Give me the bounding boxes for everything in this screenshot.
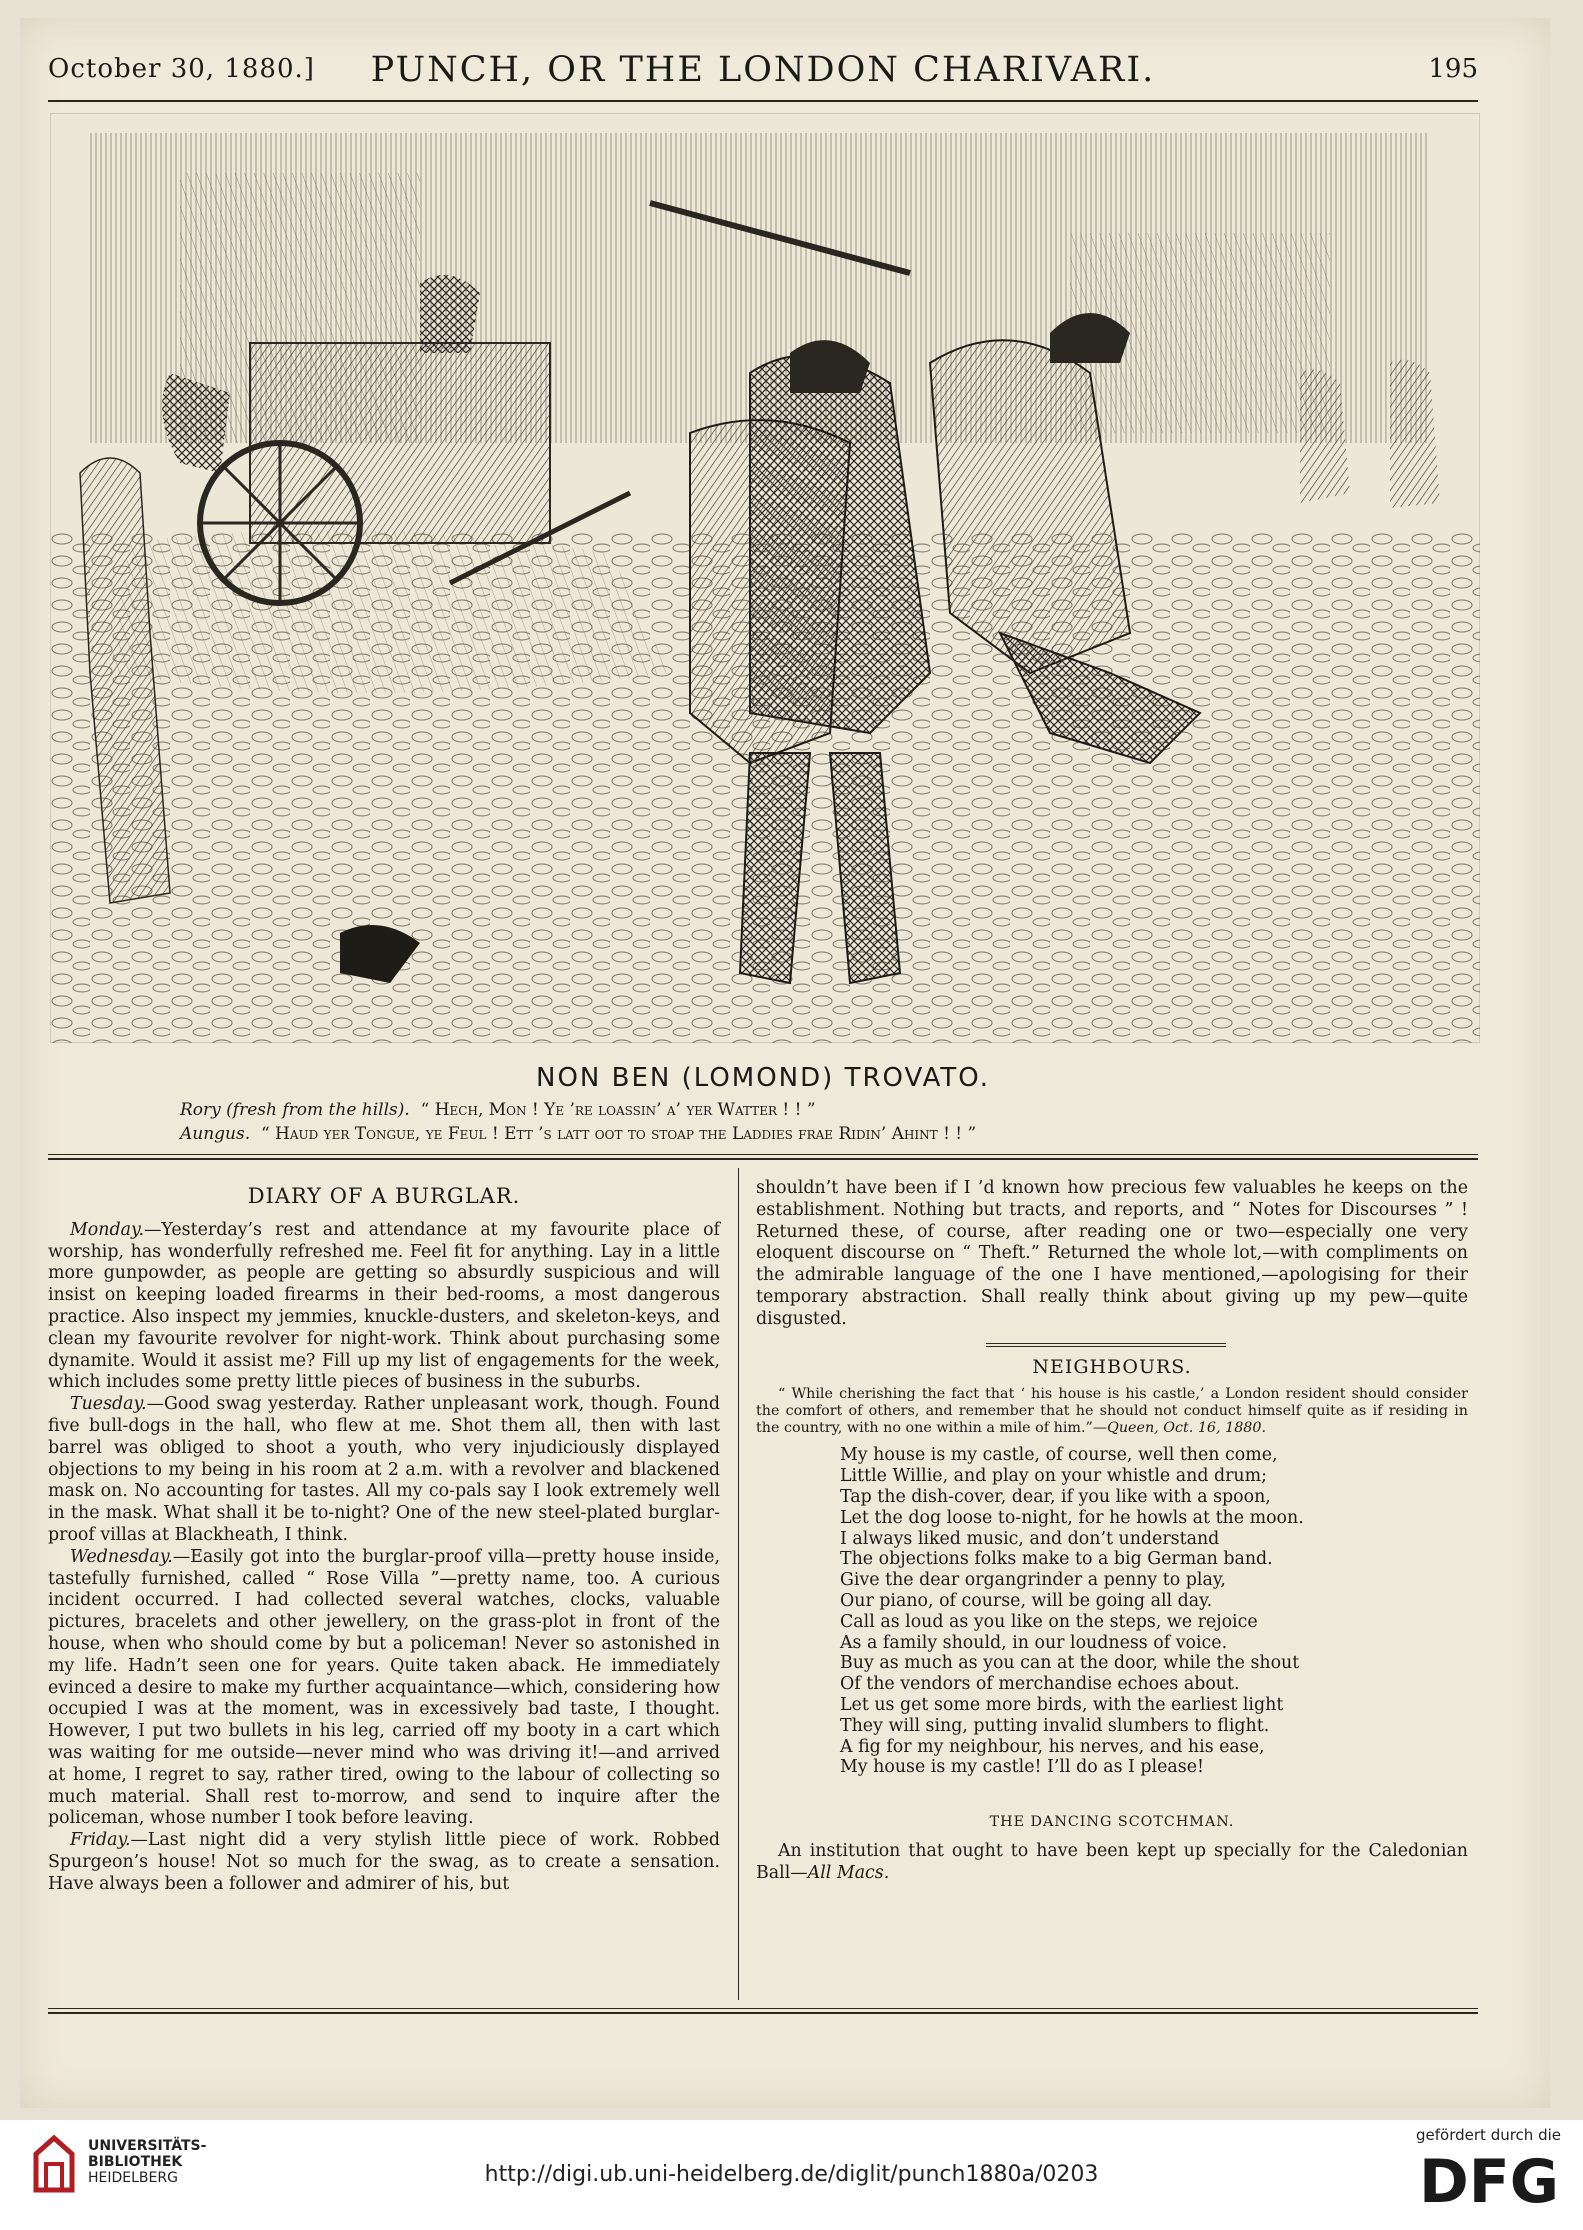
- magazine-title: PUNCH, OR THE LONDON CHARIVARI.: [370, 50, 1156, 90]
- poem-line: Buy as much as you can at the door, while the shout: [840, 1653, 1300, 1674]
- caption-line-1: [180, 1100, 1380, 1120]
- page-number: 195: [1428, 54, 1478, 84]
- epigraph-source: —Queen, Oct. 16, 1880.: [1092, 1420, 1267, 1437]
- poem-line: The objections folks make to a big German band.: [840, 1549, 1273, 1570]
- dancing-body: An institution that ought to have been kept up specially for the Caledonian Ball—: [756, 1841, 1468, 1883]
- column-divider: [738, 1168, 739, 2000]
- diary-title: DIARY OF A BURGLAR.: [247, 1184, 521, 1208]
- poem-line: A fig for my neighbour, his nerves, and his ease,: [840, 1736, 1265, 1757]
- caption-rule-top: [48, 1154, 1478, 1155]
- speaker-aungus: Aungus.: [180, 1124, 251, 1144]
- funding-note: gefördert durch die: [1416, 2126, 1561, 2144]
- highlander-rory: [690, 420, 850, 763]
- speaker-rory: Rory (fresh from the hills).: [180, 1100, 410, 1120]
- day-label: Tuesday.: [70, 1394, 147, 1415]
- right-column: [756, 1178, 1468, 1885]
- page-header: [48, 46, 1478, 98]
- poem-line: Let us get some more birds, with the earliest light: [840, 1694, 1284, 1715]
- header-rule: [48, 100, 1478, 102]
- bottom-rule: [48, 2008, 1478, 2009]
- neighbours-poem: [840, 1445, 1468, 1778]
- day-label: Monday.: [70, 1219, 145, 1240]
- entry-text: —Last night did a very stylish little piece of work. Robbed Spurgeon’s house! Not so much for the swag, as to create a sensation. Have always been a follower and admirer of his, but: [48, 1830, 720, 1894]
- section-rule: [986, 1343, 1226, 1344]
- section-rule: [986, 1346, 1226, 1347]
- aungus-quote: “ Haud yer Tongue, ye Feul ! Ett ’s latt oot to stoap the Laddies frae Ridin’ Ahint ! ! ”: [260, 1124, 977, 1144]
- poem-line: Call as loud as you like on the steps, we rejoice: [840, 1611, 1258, 1632]
- poem-line: Let the dog loose to-night, for he howls at the moon.: [840, 1507, 1304, 1528]
- cart-driver: [420, 275, 480, 353]
- poem-line: As a family should, in our loudness of voice.: [840, 1632, 1228, 1653]
- diary-entry-monday: [48, 1220, 720, 1394]
- permalink-url[interactable]: http://digi.ub.uni-heidelberg.de/diglit/punch1880a/0203: [484, 2162, 1099, 2187]
- diary-continuation: shouldn’t have been if I ’d known how precious few valuables he keeps on the establishment. Nothing but tracts, and reports, and “ Notes for Discourses ” ! Returned these, of course, after reading one or two—especially one very eloquent discourse on “ Theft.” Returned the whole lot,—with compliments on the admirable language of the one I have mentioned,—apologising for their temporary abstraction. Shall really think about giving up my pew—quite disgusted.: [756, 1178, 1468, 1329]
- diary-column: [48, 1178, 720, 1896]
- library-line-3: HEIDELBERG: [88, 2170, 178, 2186]
- rory-quote: “ Hech, Mon ! Ye ’re loassin’ a’ yer Watter ! ! ”: [420, 1100, 816, 1120]
- poem-line: My house is my castle! I’ll do as I please!: [840, 1757, 1204, 1778]
- poem-line: Our piano, of course, will be going all day.: [840, 1590, 1213, 1611]
- entry-text: —Yesterday’s rest and attendance at my favourite place of worship, has wonderfully refreshed me. Feel fit for anything. Lay in a little more gunpowder, as people are getting so absurdly suspicious and will insist on keeping loaded firearms in their bed-rooms, a most dangerous practice. Also inspect my jemmies, knuckle-dusters, and skeleton-keys, and clean my favourite revolver for night-work. Think about purchasing some dynamite. Would it assist me? Fill up my list of engagements for the week, which includes some pretty little pieces of business in the suburbs.: [48, 1219, 720, 1393]
- cartoon-title: NON BEN (LOMOND) TROVATO.: [536, 1063, 990, 1093]
- dancing-title: THE DANCING SCOTCHMAN.: [989, 1814, 1235, 1831]
- water-spray: [110, 530, 670, 693]
- poem-line: Little Willie, and play on your whistle and drum;: [840, 1466, 1267, 1487]
- caption-line-2: [180, 1124, 1380, 1144]
- entry-text: —Good swag yesterday. Rather unpleasant work, though. Found five bull-dogs in the hall, who flew at me. Shot them all, then with last barrel was obliged to shoot a youth, who very injudiciously displayed objections to my being in his room at 2 a.m. with a revolver and blackened mask on. No accounting for tastes. All my co-pals say I look extremely well in the mask. What shall it be to-night? One of the new steel-plated burglar-proof villas at Blackheath, I think.: [48, 1394, 720, 1545]
- neighbours-title: NEIGHBOURS.: [1032, 1355, 1192, 1378]
- caption-rule-bottom: [48, 1158, 1478, 1160]
- poem-line: My house is my castle, of course, well then come,: [840, 1445, 1278, 1466]
- diary-entry-friday: [48, 1830, 720, 1895]
- cartoon-illustration: [50, 113, 1480, 1043]
- library-line-2: BIBLIOTHEK: [88, 2154, 183, 2170]
- poem-line: Tap the dish-cover, dear, if you like with a spoon,: [840, 1486, 1271, 1507]
- dfg-logo: [1419, 2148, 1559, 2210]
- magazine-page: [20, 18, 1550, 2108]
- dancing-punchline: All Macs.: [807, 1862, 890, 1883]
- day-label: Wednesday.: [70, 1546, 173, 1567]
- poem-line: Of the vendors of merchandise echoes about.: [840, 1674, 1240, 1695]
- engraving-image: [50, 113, 1480, 1043]
- entry-text: —Easily got into the burglar-proof villa—pretty house inside, tastefully furnished, called “ Rose Villa ”—pretty name, too. A curious incident occurred. I had collected several watches, clocks, valuable pictures, bracelets and other jewellery, on the grass-plot in front of the house, when who should come by but a policeman! Never so astonished in my life. Hadn’t seen one for years. Quite taken aback. He immediately evinced a desire to make my further acquaintance—which, considering how occupied I was at the moment, was in excessively bad taste, I thought. However, I put two bullets in his leg, carried off my booty in a cart which was waiting for me outside—never mind who was driving it!—and arrived at home, I regret to say, rather tired, owing to the labour of collecting so much material. Shall rest to-morrow, and send to inquire after the policeman, whose number I took before leaving.: [48, 1546, 720, 1829]
- diary-entry-wednesday: [48, 1547, 720, 1830]
- bottom-rule-thick: [48, 2012, 1478, 2014]
- poem-line: Give the dear organgrinder a penny to play,: [840, 1570, 1226, 1591]
- library-line-1: UNIVERSITÄTS-: [88, 2138, 207, 2154]
- dfg-logo-text: DFG: [1419, 2148, 1559, 2210]
- diary-entry-tuesday: [48, 1394, 720, 1547]
- poem-line: I always liked music, and don’t understand: [840, 1528, 1220, 1549]
- day-label: Friday.: [70, 1830, 131, 1851]
- epigraph-text: “ While cherishing the fact that ‘ his house is his castle,’ a London resident should consider the comfort of others, and remember that he should not conduct himself quite as if residing in the country, with no one within a mile of him.”: [756, 1386, 1468, 1437]
- poem-line: They will sing, putting invalid slumbers to flight.: [840, 1715, 1270, 1736]
- neighbours-epigraph: [756, 1386, 1468, 1437]
- dancing-text: [756, 1841, 1468, 1885]
- issue-date: October 30, 1880.]: [48, 54, 315, 84]
